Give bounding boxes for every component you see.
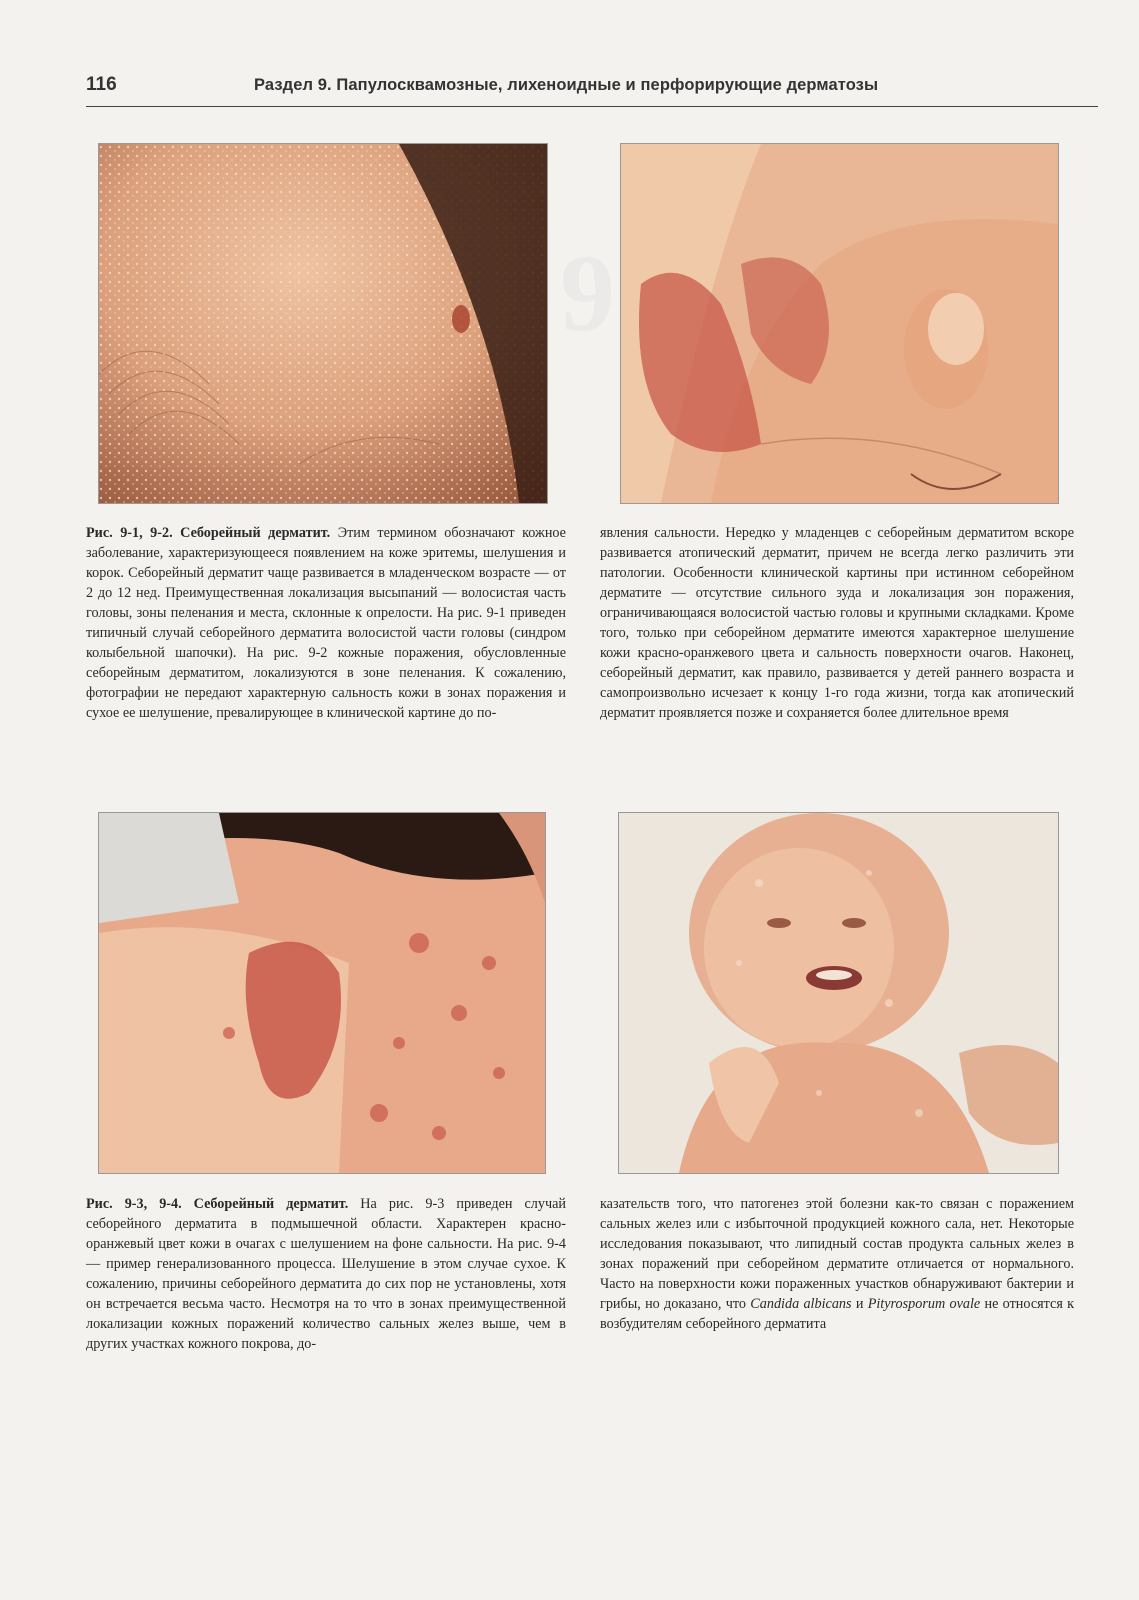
caption-body: На рис. 9-3 приведен случай себорейного дерматита в подмышечной области. Характерен красно-оранжевый цвет кожи в очагах с шелушением на фоне сальности. На рис. 9-4 — пример генерализованного процесса. Шелушение в этом случае сухое. К сожалению, причины себорейного дерматита до сих пор не установлены, хотя он встречается весьма часто. Несмотря на то что в зонах преимущественной локализации кожных поражений количество сальных желез выше, чем в других участках кожного покрова, до- xyxy=(86,1196,566,1352)
caption-fig-9-1-9-2-col-1 xyxy=(86,523,566,723)
photo-fig-9-4-infant xyxy=(618,812,1059,1174)
background-watermark: 9 xyxy=(560,232,615,354)
photo-fig-9-1-scalp xyxy=(98,143,548,504)
caption-fig-9-3-9-4-col-2 xyxy=(600,1194,1074,1334)
photo-fig-9-2-diaper-area xyxy=(620,143,1059,504)
page-number: 116 xyxy=(86,74,117,95)
caption-body: Этим термином обозначают кожное заболевание, характеризующееся появлением на коже эритемы, шелушения и корок. Себорейный дерматит чаще развивается в младенческом возрасте — от 2 до 12 нед. Преимущественная локализация высыпаний — волосистая часть головы, зоны пеленания и места, склонные к опрелости. На рис. 9-1 приведен типичный случай себорейного дерматита волосистой части головы (синдром колыбельной шапочки). На рис. 9-2 кожные поражения, обусловленные себорейным дерматитом, локализуются в зоне пеленания. К сожалению, фотографии не передают характерную сальность кожи в зонах поражения и сухое ее шелушение, превалирующее в клинической картине до по- xyxy=(86,525,566,721)
caption-body: казательств того, что патогенез этой болезни как-то связан с поражением сальных желез или с избыточной продукцией кожного сала, нет. Некоторые исследования показывают, что липидный состав продукта сальных желез в зонах поражений при себорейном дерматите отличается от нормального. Часто на поверхности кожи пораженных участков обнаруживают бактерии и грибы, но доказано, что xyxy=(600,1196,1074,1312)
caption-body: явления сальности. Нередко у младенцев с себорейным дерматитом вскоре развивается атопический дерматит, причем не всегда легко различить эти патологии. Особенности клинической картины при истинном себорейном дерматите — отсутствие сильного зуда и локализация зон поражения, ограничивающаяся волосистой частью головы и крупными складками. Кроме того, только при себорейном дерматите имеются характерное шелушение кожи красно-оранжевого цвета и сальность поверхности очагов. Наконец, себорейный дерматит, как правило, развивается у детей раннего возраста и самопроизвольно исчезает к концу 1-го года жизни, тогда как атопический дерматит проявляется позже и сохраняется более длительное время xyxy=(600,525,1074,721)
photo-fig-9-3-axilla xyxy=(98,812,546,1174)
organism-name: Pityrosporum ovale xyxy=(867,1296,981,1312)
organism-name: Candida albicans xyxy=(750,1296,852,1312)
caption-body: не относятся к возбудителям себорейного дерматита xyxy=(600,1296,1075,1332)
caption-lead: Рис. 9-3, 9-4. Себорейный дерматит. xyxy=(86,1196,349,1212)
caption-body: и xyxy=(851,1296,868,1312)
section-title: Раздел 9. Папулосквамозные, лихеноидные и перфорирующие дерматозы xyxy=(254,76,879,94)
running-header xyxy=(86,72,1098,107)
caption-fig-9-1-9-2-col-2 xyxy=(600,523,1074,723)
caption-fig-9-3-9-4-col-1 xyxy=(86,1194,566,1354)
caption-lead: Рис. 9-1, 9-2. Себорейный дерматит. xyxy=(86,525,331,541)
